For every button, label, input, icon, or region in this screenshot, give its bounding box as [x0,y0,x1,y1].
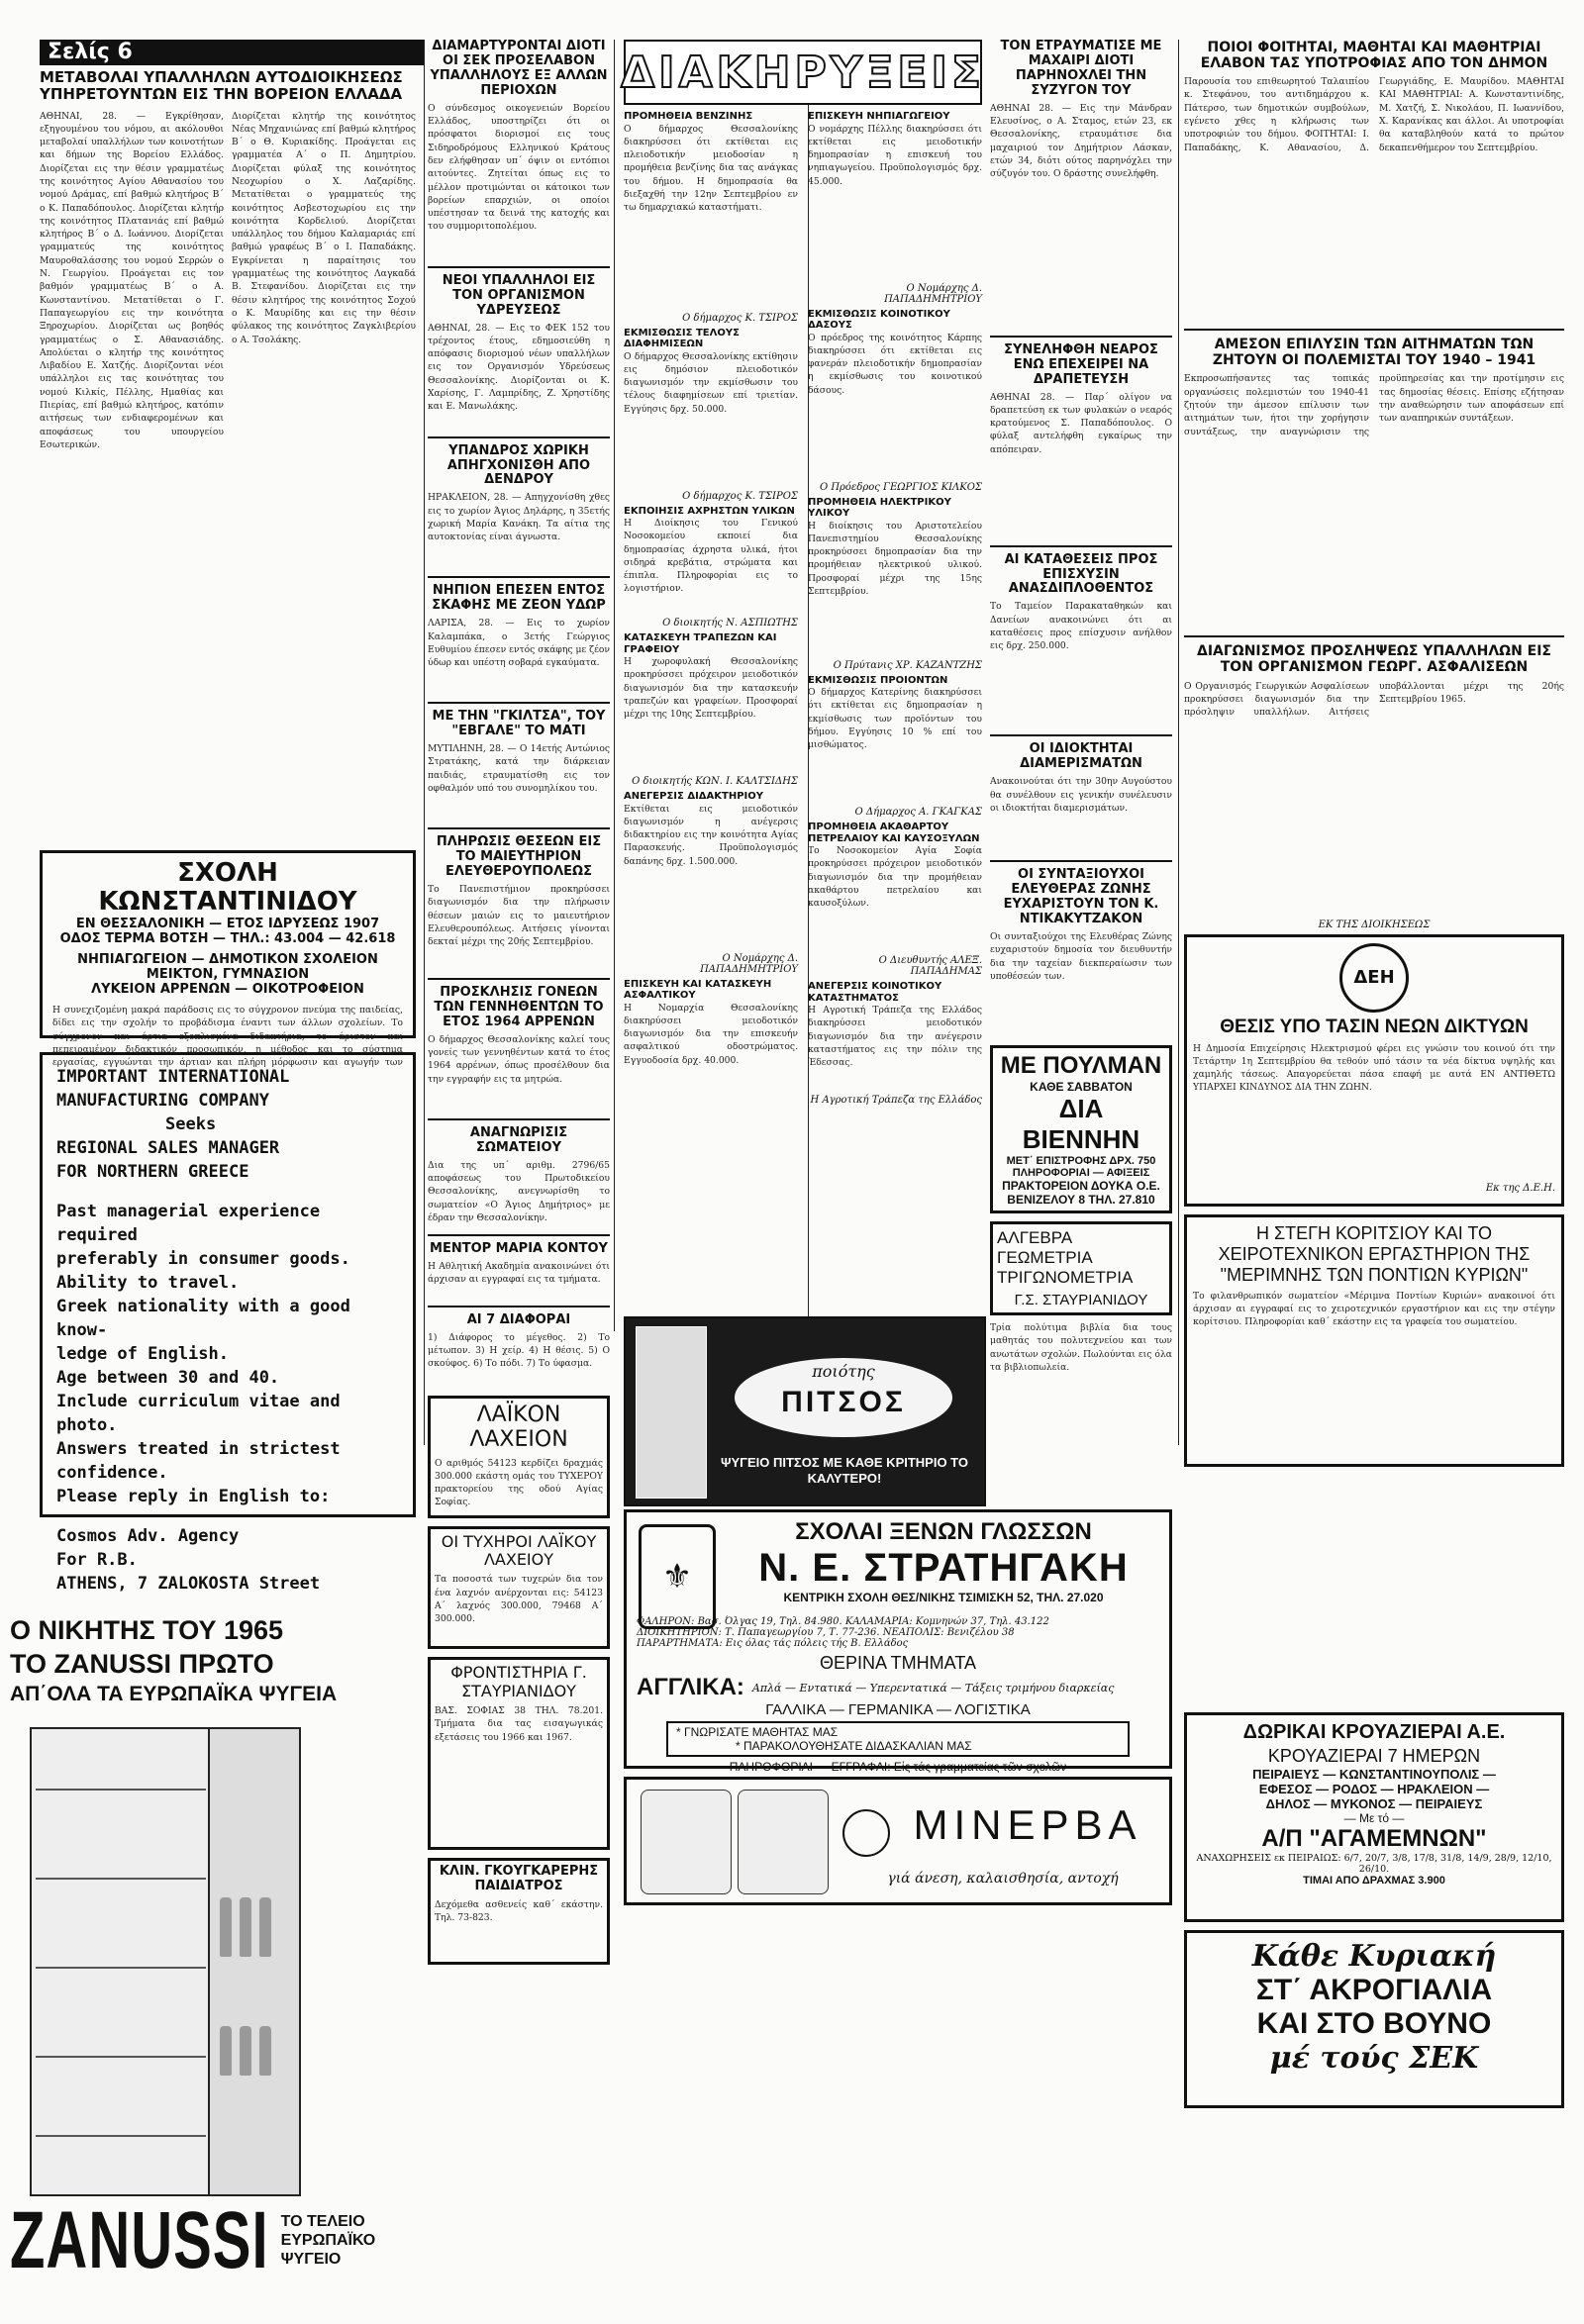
announcement-title: ΕΚΜΙΣΘΩΣΙΣ ΤΕΛΟΥΣ ΔΙΑΦΗΜΙΣΕΩΝ [624,327,740,349]
lucky-box [428,1526,610,1650]
announcement-body: Η Διοίκησις του Γενικού Νοσοκομείου εκποιεί δια δημοπρασίας άχρηστα υλικά, ήτοι σιδηρά κρεβάτια, στρώματα και έπιπλα. Πληροφορίαι εις το λογιστήριον. [624,518,798,595]
article-headline: ΥΠΑΝΔΡΟΣ ΧΩΡΙΚΗ ΑΠΗΓΧΟΝΙΣΘΗ ΑΠΟ ΔΕΝΔΡΟΥ [446,442,591,488]
announcement-title: ΚΑΤΑΣΚΕΥΗ ΤΡΑΠΕΖΩΝ ΚΑΙ ΓΡΑΦΕΙΟΥ [624,632,777,655]
article-headline: ΤΟΝ ΕΤΡΑΥΜΑΤΙΣΕ ΜΕ ΜΑΧΑΙΡΙ ΔΙΟΤΙ ΠΑΡΗΝΟΧΛΕΙ ΤΗΝ ΣΥΖΥΓΟΝ ΤΟΥ [1000,39,1162,98]
sek-line: ΣΤ΄ ΑΚΡΟΓΙΑΛΙΑ [1255,1974,1493,2006]
article-headline: ΝΕΟΙ ΥΠΑΛΛΗΛΟΙ ΕΙΣ ΤΟΝ ΟΡΓΑΝΙΣΜΟΝ ΥΔΡΕΥΣΕΩΣ [442,272,596,318]
article-headline: ΟΙ ΙΔΙΟΚΤΗΤΑΙ ΔΙΑΜΕΡΙΣΜΑΤΩΝ [1020,741,1142,772]
cruise-route: ΠΕΙΡΑΙΕΥΣ — ΚΩΝΣΤΑΝΤΙΝΟΥΠΟΛΙΣ — [1252,1767,1496,1782]
article-body: Παρουσία του επιθεωρητού Ταλαιπίου κ. Στεφάνου, του αντιδημάρχου κ. Πάτερσο, των δημοτικών συμβούλων, εγένετο χθες η κλήρωσις των υποτροφιών του δήμου. ΦΟΙΤΗΤΑΙ: Ι. Παπαδάκης, Κ. Αθανασίου, Δ. Γεωργιάδης, Ε. Μαυρίδου. ΜΑΘΗΤΑΙ ΚΑΙ ΜΑΘΗΤΡΙΑΙ: Α. Κωνσταντινίδης, Μ. Χατζή, Σ. Νικολάου, Π. Ιωαννίδου, Χ. Καρανίκας και άλλοι. Αι υποτροφίαι θα καταβληθούν κατά το πρώτον δεκαπενθήμερον του Σεπτεμβρίου. [1184,76,1564,153]
article-body: ΑΘΗΝΑΙ, 28. — Εγκρίθησαν, εξηγουμένου του νόμου, αι ακόλουθοι μεταβολαί υπαλλήλων των κοινοτήτων και δήμων της Βορείου Ελλάδος. Διορίζεται εις την θέσιν γραμματέως της κοινότητος Αγίου Αθανασίου του νομού Δράμας, επί βαθμώ κλητήρος Β΄ ο Κ. Παπαδόπουλος. Διορίζεται κλητήρ της κοινότητος Πλατανιάς επί βαθμώ κλητήρος Β΄ ο Δ. Ιωάννου. Διορίζεται γραμματεύς της κοινότητος Μαυροθαλάσσης του νομού Σερρών ο Ν. Γεωργίου. Προάγεται εις τον βαθμόν γραμματέως Β΄ ο Α. Κωνσταντίνου. Μετατίθεται ο Γ. Παπαγεωργίου εις την κοινότητα Ξηροχωρίου. Διορίζεται ως βοηθός γραμματέως ο Σ. Αθανασιάδης. Απολύεται ο κλητήρ της κοινότητος Λιβαδίου Ε. Χατζής. Διορίζονται νέοι υπάλληλοι εις τας κοινότητας του νομού Κιλκίς, Πέλλης, Ημαθίας και Πιερίας, επί βαθμώ κλητήρος, κατόπιν αιτήσεως των ενδιαφερομένων και αποφάσεως του υπουργείου Εσωτερικών. [40,110,224,450]
algebra-author: Γ.Σ. ΣΤΑΥΡΙΑΝΙΔΟΥ [1014,1292,1148,1308]
announcement-body: Ο δήμαρχος Θεσσαλονίκης εκτίθησιν εις δημόσιον πλειοδοτικόν διαγωνισμόν την εκμίσθωσιν του τέλους διαφημίσεων επί τριετίαν. Εγγύησις δρχ. 50.000. [624,350,798,415]
pullman-line: ΠΡΑΚΤΟΡΕΙΟΝ ΔΟΥΚΑ Ο.Ε. [1002,1179,1160,1193]
deh-logo: ΔΕΗ [1339,943,1409,1013]
algebra-line: ΓΕΩΜΕΤΡΙΑ [997,1248,1093,1267]
signature: Εκ της Δ.Ε.Η. [1485,1182,1555,1194]
job-ad-line: ledge of English. [56,1343,229,1364]
announcement [808,981,982,1106]
announcement-signature: Ο Πρόεδρος ΓΕΩΡΓΙΟΣ ΚΙΛΚΟΣ [819,481,982,493]
school-phone: ΟΔΟΣ ΤΕΡΜΑ ΒΟΤΣΗ — ΤΗΛ.: 43.004 — 42.618 [59,931,396,947]
announcement-title: ΕΠΙΣΚΕΥΗ ΚΑΙ ΚΑΤΑΣΚΕΥΗ ΑΣΦΑΛΤΙΚΟΥ [624,978,772,1001]
announcement-signature: Ο δήμαρχος Κ. ΤΣΙΡΟΣ [682,490,798,502]
article-headline: ΣΥΝΕΛΗΦΘΗ ΝΕΑΡΟΣ ΕΝΩ ΕΠΕΧΕΙΡΕΙ ΝΑ ΔΡΑΠΕΤΕΥΣΗ [1004,341,1158,387]
announcement [808,675,982,819]
column-rule [1178,40,1179,1445]
school-line: ΝΗΠΙΑΓΩΓΕΙΟΝ — ΔΗΜΟΤΙΚΟΝ ΣΧΟΛΕΙΟΝ [77,952,378,968]
announcement [808,309,982,493]
fridge-illustration [636,1326,707,1499]
column-rule [424,40,425,1445]
job-ad-line: FOR NORTHERN GREECE [56,1161,249,1182]
announcement [624,328,798,502]
article-body: Οι συνταξιούχοι της Ελευθέρας Ζώνης ευχαριστούν δημοσία τον διευθυντήν δια την ταχείαν διεκπεραίωσιν των υποθέσεών των. [990,931,1172,982]
article-headline: ΑΙ ΚΑΤΑΘΕΣΕΙΣ ΠΡΟΣ ΕΠΙΣΧΥΣΙΝ ΑΝΑΣΔΙΠΛΟΘΕΝΤΟΣ [1004,551,1158,597]
minerva-tagline: γιά άνεση, καλαισθησία, αντοχή [887,1871,1119,1887]
language-school-ad [624,1509,1172,1774]
tutoring-body: ΒΑΣ. ΣΟΦΙΑΣ 38 ΤΗΛ. 78.201. Τμήματα δια τας εισαγωγικάς εξετάσεις του 1966 και 1967. [435,1705,603,1743]
announcement-signature: Ο διοικητής Ν. ΑΣΠΙΩΤΗΣ [662,618,798,629]
school-body: Η συνεχιζομένη μακρά παράδοσις εις το σύγχρονον πνεύμα της παιδείας, δίδει εις την σχολήν το προβάδισμα έναντι των άλλων σχολείων. Το σύγχρονον και άρτια εξοπλισμένα διδακτήρια, το άριστον και πεπειραμένον διδακτικόν προσωπικόν, η μέθοδος και το σύστημα εργασίας, εγγυώνται την άρτιαν και πλήρη μόρφωσιν και αγωγήν των [52,1004,403,1067]
job-ad-line: For R.B. [56,1549,138,1570]
cruise-route: ΕΦΕΣΟΣ — ΡΟΔΟΣ — ΗΡΑΚΛΕΙΟΝ — [1258,1782,1490,1796]
job-ad-line: Cosmos Adv. Agency [56,1525,240,1546]
algebra-line: ΑΛΓΕΒΡΑ [997,1228,1073,1247]
lottery-title: ΛΑΪΚΟΝ ΛΑΧΕΙΟΝ [469,1403,568,1453]
cruise-ad [1184,1712,1564,1922]
column-3 [621,40,985,1130]
signature: ΕΚ ΤΗΣ ΔΙΟΙΚΗΣΕΩΣ [1318,919,1431,930]
article-headline: ΝΗΠΙΟΝ ΕΠΕΣΕΝ ΕΝΤΟΣ ΣΚΑΦΗΣ ΜΕ ΖΕΟΝ ΥΔΩΡ [432,583,606,614]
pitsos-quality: ποιότης [812,1362,875,1381]
cruise-route: ΔΗΛΟΣ — ΜΥΚΟΝΟΣ — ΠΕΙΡΑΙΕΥΣ [1265,1796,1483,1811]
article-headline: ΑΝΑΓΝΩΡΙΣΙΣ ΣΩΜΑΤΕΙΟΥ [469,1124,568,1155]
article-body: Ανακοινούται ότι την 30ην Αυγούστου θα συνέλθουν εις γενικήν συνέλευσιν οι ιδιοκτήται διαμερισμάτων. [990,776,1172,814]
announcements-left [624,111,798,1130]
article-body: Διορίζεται κλητήρ της κοινότητος Νέας Μηχανιώνας επί βαθμώ κλητήρος Β΄ ο Θ. Κυριακίδης. Προάγεται εις γραμματέα Α΄ ο Π. Δημητρίου. Διορίζεται φύλαξ της κοινότητος Νεοχωρίου ο Χ. Λαζαρίδης. Μετατίθεται ο γραμματεύς της κοινότητος Ασβεστοχωρίου εις την κοινότητα Κορδελιού. Διορίζεται υπάλληλος του δήμου Καλαμαριάς επί βαθμώ γραφέως Β΄ ο Ι. Παπαδάκης. Εγκρίνεται η παραίτησις του γραμματέως της κοινότητος Λαγκαδά Β. Στεφανίδου. Διορίζεται εις την θέσιν κλητήρος της κοινότητος Σοχού ο Κ. Μαυρίδης και εις την θέσιν φύλακος της κοινότητος Ζαγκλιβερίου ο Α. Τσολάκης. [232,110,416,345]
zanussi-headline: ΤΟ ZANUSSI ΠΡΩΤΟ [10,1649,274,1679]
article-headline: ΔΙΑΓΩΝΙΣΜΟΣ ΠΡΟΣΛΗΨΕΩΣ ΥΠΑΛΛΗΛΩΝ ΕΙΣ ΤΟΝ ΟΡΓΑΝΙΣΜΟΝ ΓΕΩΡΓ. ΑΣΦΑΛΙΣΕΩΝ [1197,643,1551,676]
article-body: Εκπροσωπήσαντες τας τοπικάς οργανώσεις πολεμιστών του 1940-41 ζητούν την άμεσον επίλυσιν των αιτημάτων των, ήτοι την χορήγησιν συντάξεως, την αναγνώρισιν της προϋπηρεσίας και την προτίμησιν εις τας δημοσίας θέσεις. Επίσης εζήτησαν την αναθεώρησιν των αποφάσεων επί των αναπηρικών συντάξεων. [1184,373,1564,437]
announcement-body: Ο δήμαρχος Θεσσαλονίκης διακηρύσσει ότι εκτίθεται εις πλειοδοτικήν μειοδοσίαν η προμήθεια βενζίνης δια τας ανάγκας του δήμου. Η δημοπρασία θα διεξαχθή την 12ην Σεπτεμβρίου εν τω δημαρχιακώ καταστήματι. [624,123,798,214]
article-body: ΑΘΗΝΑΙ, 28. — Εις το ΦΕΚ 152 του τρέχοντος έτους, εδημοσιεύθη η απόφασις διορισμού νέων υπαλλήλων εις τον Οργανισμόν Υδρεύσεως Θεσσαλονίκης. Διορίζονται οι Κ. Χαρίσης, Γ. Λαμπρίδης, Ζ. Χρηστίδης και Ε. Μανωλάκης. [428,322,610,413]
clinic-box [428,1858,610,1965]
article-headline: ΜΕ ΤΗΝ "ΓΚΙΛΤΣΑ", ΤΟΥ "ΕΒΓΑΛΕ" ΤΟ ΜΑΤΙ [432,709,606,739]
lucky-title: ΟΙ ΤΥΧΗΡΟΙ ΛΑΪΚΟΥ ΛΑΧΕΙΟΥ [441,1531,597,1569]
minerva-brand: ΜΙΝΕΡΒΑ [913,1801,1142,1848]
summer-sections: ΘΕΡΙΝΑ ΤΜΗΜΑΤΑ [819,1653,977,1673]
zanussi-tagline: ΤΟ ΤΕΛΕΙΟ ΕΥΡΩΠΑΪΚΟ ΨΥΓΕΙΟ [280,2213,376,2268]
article-body: Το Ταμείον Παρακαταθηκών και Δανείων ανακοινώνει ότι αι καταθέσεις προς επίσχυσιν ανήλθον εις δρχ. 250.000. [990,601,1172,652]
job-ad-line: Please reply in English to: [56,1486,331,1506]
announcement-signature: Ο διοικητής ΚΩΝ. Ι. ΚΑΛΤΣΙΔΗΣ [632,776,798,787]
article-headline: ΠΛΗΡΩΣΙΣ ΘΕΣΕΩΝ ΕΙΣ ΤΟ ΜΑΙΕΥΤΗΡΙΟΝ ΕΛΕΥΘΕΡΟΥΠΟΛΕΩΣ [436,834,602,879]
sek-line: Κάθε Κυριακή [1251,1939,1497,1974]
fridge-door [208,1727,301,2196]
announcement-title: ΕΠΙΣΚΕΥΗ ΝΗΠΙΑΓΩΓΕΙΟΥ [808,111,950,122]
school-line: ΕΝ ΘΕΣΣΑΛΟΝΙΚΗ — ΕΤΟΣ ΙΔΡΥΣΕΩΣ 1907 [75,917,380,932]
headline-officials: ΜΕΤΑΒΟΛΑΙ ΥΠΑΛΛΗΛΩΝ ΑΥΤΟΔΙΟΙΚΗΣΕΩΣ ΥΠΗΡΕΤΟΥΝΤΩΝ ΕΙΣ ΤΗΝ ΒΟΡΕΙΟΝ ΕΛΛΑΔΑ [40,68,403,104]
announcement [624,632,798,787]
announcement-title: ΕΚΠΟΙΗΣΙΣ ΑΧΡΗΣΤΩΝ ΥΛΙΚΩΝ [624,505,795,517]
pullman-ad [990,1045,1172,1213]
announcement-title: ΠΡΟΜΗΘΕΙΑ ΒΕΝΖΙΝΗΣ [624,111,753,122]
article-body: 1) Διάφορος το μέγεθος. 2) Το μέτωπον. 3) Η χείρ. 4) Η θέσις. 5) Ο σκούφος. 6) Το πόδι. 7) Το ύφασμα. [428,1331,610,1370]
school-branch: ΦΑΛΗΡΟΝ: Βασ. Όλγας 19, Τηλ. 84.980. ΚΑΛΑΜΑΡΙΑ: Κομνηνών 37, Τηλ. 43.122 [637,1616,1049,1627]
announcements-banner [621,40,985,105]
pontic-body: Το φιλανθρωπικόν σωματείον «Μέριμνα Ποντίων Κυριών» ανακοινοί ότι άρχισαν αι εγγραφαί εις το χειροτεχνικόν εργαστήριον και εις την στέγην κορίτσιου. Πληροφορίαι καθ΄ εκάστην εις τα γραφεία του σωματείου. [1193,1290,1555,1328]
job-ad-line: Include curriculum vitae and photo. [56,1391,341,1435]
article-body: ΗΡΑΚΛΕΙΟΝ, 28. — Απηγχονίσθη χθες εις το χωρίον Άγιος Δηλάρης, η 35ετής χωρική Μαρία Κανάκη. Τα αίτια της αυτοκτονίας είναι άγνωστα. [428,492,610,543]
deh-ad [1184,934,1564,1207]
pullman-line: ΚΑΘΕ ΣΑΒΒΑΤΟΝ [1030,1080,1133,1094]
minerva-logo-icon [842,1809,890,1857]
column-1 [40,68,416,1594]
school-cta: * ΠΑΡΑΚΟΛΟΥΘΗΣΑΤΕ ΔΙΔΑΣΚΑΛΙΑΝ ΜΑΣ [736,1739,972,1753]
school-branch: ΠΑΡΑΡΤΗΜΑΤΑ: Εις όλας τάς πόλεις τής Β. Ελλάδος [637,1638,909,1649]
garment-illustration [738,1790,829,1894]
deh-body: Η Δημοσία Επιχείρησις Ηλεκτρισμού φέρει εις γνώσιν του κοινού ότι την Τετάρτην 1η Σεπτεμβρίου θα τεθούν υπό τάσιν τα νέα δίκτυα υψηλής και χαμηλής τάσεως. Απαγορεύεται πάσα επαφή με αυτά ΕΝ ΑΝΤΙΘΕΤΩ ΥΠΑΡΧΕΙ ΚΙΝΔΥΝΟΣ ΔΙΑ ΤΗΝ ΖΩΗΝ. [1193,1042,1555,1094]
lottery-box [428,1396,610,1518]
announcement-title: ΕΚΜΙΣΘΩΣΙΣ ΠΡΟΙΟΝΤΩΝ [808,674,948,686]
cruise-ship: Α/Π "ΑΓΑΜΕΜΝΩΝ" [1261,1825,1487,1852]
sek-line: μέ τούς ΣΕΚ [1269,2041,1479,2076]
deh-headline: ΘΕΣΙΣ ΥΠΟ ΤΑΣΙΝ ΝΕΩΝ ΔΙΚΤΥΩΝ [1220,1016,1529,1037]
school-line: ΜΕΙΚΤΟΝ, ΓΥΜΝΑΣΙΟΝ [146,967,310,983]
cruise-with: — Με τό — [1343,1811,1405,1825]
article-body: ΛΑΡΙΣΑ, 28. — Εις το χωρίον Καλαμπάκα, ο 3ετής Γεώργιος Ευθυμίου έπεσεν εντός σκάφης με ζέον ύδωρ και υπέστη σοβαρά εγκαύματα. [428,618,610,669]
column-2-lower [428,1396,610,1965]
page-label: Σελίς 6 [40,40,424,65]
clinic-body: Δεχόμεθα ασθενείς καθ΄ εκάστην. Τηλ. 73-823. [435,1899,603,1924]
article-body: Δια της υπ΄ αριθμ. 2796/65 αποφάσεως του Πρωτοδικείου Θεσσαλονίκης, ανεγνωρίσθη το σωματείον «Ο Άγιος Δημήτριος» με έδραν την Θεσσαλονίκην. [428,1159,610,1223]
garment-illustration [641,1790,732,1894]
job-ad-line: preferably in consumer goods. [56,1248,350,1269]
article-headline: ΑΜΕΣΟΝ ΕΠΙΛΥΣΙΝ ΤΩΝ ΑΙΤΗΜΑΤΩΝ ΤΩΝ ΖΗΤΟΥΝ ΟΙ ΠΟΛΕΜΙΣΤΑΙ ΤΟΥ 1940 – 1941 [1212,337,1536,369]
zanussi-brand: ZANUSSI [10,2195,269,2285]
lottery-body: Ο αριθμός 54123 κερδίζει δραχμάς 300.000 εκάστη ομάς του ΤΥΧΕΡΟΥ πρακτορείου της οδού Αγίας Σοφίας. [435,1457,603,1508]
tutoring-title: ΦΡΟΝΤΙΣΤΗΡΙΑ Γ. ΣΤΑΥΡΙΑΝΙΔΟΥ [450,1663,587,1700]
cruise-price: ΤΙΜΑΙ ΑΠΟ ΔΡΑΧΜΑΣ 3.900 [1303,1875,1445,1887]
minerva-ad [624,1777,1172,1905]
announcement-body: Η Αγροτική Τράπεζα της Ελλάδος διακηρύσσει μειοδοτικόν διαγωνισμόν δια την ανέγερσιν καταστήματος εις την πόλιν της Έδεσσας. [808,1005,982,1069]
article-headline: ΔΙΑΜΑΡΤΥΡΟΝΤΑΙ ΔΙΟΤΙ ΟΙ ΣΕΚ ΠΡΟΣΕΛΑΒΟΝ ΥΠΑΛΛΗΛΟΥΣ ΕΞ ΑΛΛΩΝ ΠΕΡΙΟΧΩΝ [430,39,608,98]
announcement-title: ΠΡΟΜΗΘΕΙΑ ΑΚΑΘΑΡΤΟΥ ΠΕΤΡΕΛΑΙΟΥ ΚΑΙ ΚΑΥΣΟΞΥΛΩΝ [808,822,980,844]
job-ad-line: REGIONAL SALES MANAGER [56,1137,280,1158]
school-name-line: ΣΧΟΛΑΙ ΞΕΝΩΝ ΓΛΩΣΣΩΝ [795,1518,1092,1545]
job-ad-line: ATHENS, 7 ZALOKOSTA Street [56,1573,321,1594]
column-rule [614,40,615,1331]
clinic-title: ΚΛΙΝ. ΓΚΟΥΓΚΑΡΕΡΗΣ ΠΑΙΔΙΑΤΡΟΣ [439,1864,599,1894]
job-ad-line [56,1508,399,1524]
announcement [808,111,982,305]
announcement-body: Η διοίκησις του Αριστοτελείου Πανεπιστημίου Θεσσαλονίκης προκηρύσσει δημοπρασίαν δια την προμήθειαν ηλεκτρικού υλικού. Προσφοραί μέχρι της 15ης Σεπτεμβρίου. [808,520,982,597]
lucky-body: Τα ποσοστά των τυχερών δια τον ένα λαχνόν ανέρχονται εις: 54123 Α΄ λαχνός 300.000, 79468 Α΄ 300.000. [435,1574,603,1625]
announcement-signature: Ο δήμαρχος Κ. ΤΣΙΡΟΣ [682,312,798,324]
article-headline: ΟΙ ΣΥΝΤΑΞΙΟΥΧΟΙ ΕΛΕΥΘΕΡΑΣ ΖΩΝΗΣ ΕΥΧΑΡΙΣΤΟΥΝ ΤΟΝ Κ. ΝΤΙΚΑΚΥΤΖΑΚΟΝ [1003,867,1159,927]
crest-icon: ⚜ [639,1524,716,1629]
column-2 [428,40,610,1391]
article-body: Ο Οργανισμός Γεωργικών Ασφαλίσεων προκηρύσσει διαγωνισμόν δια την πρόσληψιν υπαλλήλων. Αιτήσεις υποβάλλονται μέχρι της 20ής Σεπτεμβρίου 1965. [1184,680,1564,719]
article-body: Η Αθλητική Ακαδημία ανακοινώνει ότι άρχισαν αι εγγραφαί εις τα τμήματα. [428,1260,610,1285]
tutoring-box [428,1657,610,1850]
cruise-company: ΔΩΡΙΚΑΙ ΚΡΟΥΑΖΙΕΡΑΙ Α.Ε. [1242,1721,1506,1743]
announcement-body: Ο δήμαρχος Κατερίνης διακηρύσσει ότι εκτίθεται εις δημοπρασίαν η εκμίσθωσις των προϊόντων του δήμου. Εγγύησις 10 % επί του μισθώματος. [808,687,982,751]
article-body: ΜΥΤΙΛΗΝΗ, 28. — Ο 14ετής Αντώνιος Στρατάκης, κατά την διάρκειαν παιδιάς, ετραυματίσθη εις τον οφθαλμόν υπό του συνομηλίκου του. [428,743,610,795]
article-body: Ο δήμαρχος Θεσσαλονίκης καλεί τους γονείς των γεννηθέντων κατά το έτος 1964 αρρένων, όπως προσέλθουν δια την εγγραφήν εις τα μητρώα. [428,1033,610,1085]
article-body: Ο σύνδεσμος οικογενειών Βορείου Ελλάδος, υποστηρίζει ότι οι πρόσφατοι διορισμοί εις τους Σιδηροδρόμους Ελληνικού Κράτους δεν ελήφθησαν υπ΄ όψιν οι εντόπιοι αιτούντες. Ζητείται όπως εις το μέλλον προτιμώνται οι κάτοικοι των βορείων επαρχιών, οι οποίοι υπέστησαν τα δεινά της κατοχής και του συμμοριτοπολέμου. [428,102,610,233]
column-4 [990,40,1172,1410]
job-ad-line: MANUFACTURING COMPANY [56,1090,269,1111]
announcement [624,111,798,324]
zanussi-headline: ΑΠ΄ΟΛΑ ΤΑ ΕΥΡΩΠΑΪΚΑ ΨΥΓΕΙΑ [10,1683,338,1705]
article-body: ΑΘΗΝΑΙ 28. — Παρ΄ ολίγον να δραπετεύση εκ των φυλακών ο νεαρός κρατούμενος Σ. Παπαδόπουλος. Ο φύλαξ αντελήφθη εγκαίρως την απόπειραν. [990,391,1172,455]
job-ad-line: IMPORTANT INTERNATIONAL [56,1066,290,1087]
cruise-departures: ΑΝΑΧΩΡΗΣΕΙΣ εκ ΠΕΙΡΑΙΩΣ: 6/7, 20/7, 3/8, 17/8, 31/8, 14/9, 28/9, 12/10, 26/10. [1196,1853,1552,1875]
announcement-signature: Ο Πρύτανις ΧΡ. ΚΑΖΑΝΤΖΗΣ [833,659,982,671]
school-ad [40,850,416,1067]
announcement-signature: Ο Δήμαρχος Α. ΓΚΑΓΚΑΣ [854,807,982,818]
school-address: ΚΕΝΤΡΙΚΗ ΣΧΟΛΗ ΘΕΣ/ΝΙΚΗΣ ΤΣΙΜΙΣΚΗ 52, ΤΗΛ. 27.020 [783,1591,1104,1604]
announcements-right [808,111,982,1130]
other-courses: ΓΑΛΛΙΚΑ — ΓΕΡΜΑΝΙΚΑ — ΛΟΓΙΣΤΙΚΑ [765,1701,1031,1718]
announcement-signature: Ο Νομάρχης Δ. ΠΑΠΑΔΗΜΗΤΡΙΟΥ [884,282,982,305]
zanussi-ad [10,1613,416,2306]
article-body: ΑΘΗΝΑΙ 28. — Εις την Μάνδραν Ελευσίνος, ο Α. Σταμος, ετών 23, εκ Θεσσαλονίκης, ετραυμάτισε δια μαχαιριού τον Δημήτριον Λάσκαν, ετών 34, διότι ούτος παρηνόχλει την σύζυγόν του. Ο δράστης συνελήφθη. [990,102,1172,180]
algebra-line: ΤΡΙΓΩΝΟΜΕΤΡΙΑ [997,1268,1134,1287]
school-info: ΠΛΗΡΟΦΟΡΙΑΙ — ΕΓΓΡΑΦΑΙ: Εἰς τάς γραμματείας τῶν σχολῶν [729,1760,1067,1774]
announcement-body: Η Νομαρχία Θεσσαλονίκης διακηρύσσει μειοδοτικόν διαγωνισμόν δια την επισκευήν ασφαλτικού οδοστρώματος. Εγγυοδοσία δρχ. 40.000. [624,1002,798,1066]
announcement-body: Ο πρόεδρος της κοινότητος Κάρπης διακηρύσσει ότι εκτίθεται εις φανεράν πλειοδοτικήν δημοπρασίαν η εκμίσθωσις του κοινοτικού δάσους. [808,332,982,396]
announcement-body: Ο νομάρχης Πέλλης διακηρύσσει ότι εκτίθεται εις μειοδοτικήν δημοπρασίαν η επισκευή του νηπιαγωγείου. Προϋπολογισμός δρχ. 45.000. [808,123,982,187]
article-headline: ΑΙ 7 ΔΙΑΦΟΡΑΙ [466,1311,571,1327]
school-title: ΣΧΟΛΗ ΚΩΝΣΤΑΝΤΙΝΙΔΟΥ [98,857,357,918]
zanussi-headline: Ο ΝΙΚΗΤΗΣ ΤΟΥ 1965 [10,1615,284,1645]
pitsos-tagline: ΨΥΓΕΙΟ ΠΙΤΣΟΣ ΜΕ ΚΑΘΕ ΚΡΙΤΗΡΙΟ ΤΟ ΚΑΛΥΤΕΡΟ! [720,1455,969,1486]
announcement-body: Εκτίθεται εις μειοδοτικόν διαγωνισμόν η ανέγερσις διδακτηρίου εις την κοινότητα Αγίας Παρασκευής. Προϋπολογισμός δαπάνης δρχ. 1.500.000. [624,803,798,867]
article-headline: ΠΟΙΟΙ ΦΟΙΤΗΤΑΙ, ΜΑΘΗΤΑΙ ΚΑΙ ΜΑΘΗΤΡΙΑΙ ΕΛΑΒΟΝ ΤΑΣ ΥΠΟΤΡΟΦΙΑΣ ΑΠΟ ΤΟΝ ΔΗΜΟΝ [1200,40,1548,72]
announcement-body: Το Νοσοκομείον Αγία Σοφία προκηρύσσει πρόχειρον μειοδοτικόν διαγωνισμόν δια την προμήθειαν ακαθάρτου πετρελαίου και καυσοξύλων. [808,845,982,910]
announcement [624,791,798,975]
job-ad-line: Past managerial experience required [56,1201,321,1245]
algebra-ad [990,1221,1172,1315]
school-branch: ΔΙΟΙΚΗΤΗΡΙΟΝ: Τ. Παπαγεωργίου 7, Τ. 77-236. ΝΕΑΠΟΛΙΣ: Βενιζέλου 38 [637,1627,1015,1638]
article-headline: ΠΡΟΣΚΛΗΣΙΣ ΓΟΝΕΩΝ ΤΩΝ ΓΕΝΝΗΘΕΝΤΩΝ ΤΟ ΕΤΟΣ 1964 ΑΡΡΕΝΩΝ [434,984,604,1029]
job-ad-line: Greek nationality with a good know- [56,1296,350,1340]
announcement [808,822,982,977]
announcement-title: ΑΝΕΓΕΡΣΙΣ ΔΙΔΑΚΤΗΡΙΟΥ [624,791,764,802]
announcement-signature: Ο Νομάρχης Δ. ΠΑΠΑΔΗΜΗΤΡΙΟΥ [700,952,798,975]
job-ad-line: Answers treated in strictest confidence. [56,1438,341,1483]
pontic-headline: Η ΣΤΕΓΗ ΚΟΡΙΤΣΙΟΥ ΚΑΙ ΤΟ ΧΕΙΡΟΤΕΧΝΙΚΟΝ ΕΡΓΑΣΤΗΡΙΟΝ ΤΗΣ "ΜΕΡΙΜΝΗΣ ΤΩΝ ΠΟΝΤΙΩΝ ΚΥΡΙΩΝ" [1218,1222,1531,1285]
english-courses: Απλά — Εντατικά — Υπερεντατικά — Τάξεις τριμήνου διαρκείας [751,1681,1115,1695]
column-5 [1184,40,1564,1467]
pullman-line: ΒΕΝΙΖΕΛΟΥ 8 ΤΗΛ. 27.810 [1007,1193,1155,1207]
announcement-title: ΠΡΟΜΗΘΕΙΑ ΗΛΕΚΤΡΙΚΟΥ ΥΛΙΚΟΥ [808,496,951,519]
job-ad-line [56,1184,399,1200]
announcement [624,506,798,629]
announcement-signature: Η Αγροτική Τράπεζα της Ελλάδος [810,1095,982,1106]
announcement-signature: Ο Διευθυντής ΑΛΕΞ. ΠΑΠΑΔΗΜΑΣ [878,955,982,977]
pullman-line: ΜΕ ΠΟΥΛΜΑΝ [1000,1052,1162,1079]
school-line: ΛΥΚΕΙΟΝ ΑΡΡΕΝΩΝ — ΟΙΚΟΤΡΟΦΕΙΟΝ [91,982,364,998]
cruise-title: ΚΡΟΥΑΖΙΕΡΑΙ 7 ΗΜΕΡΩΝ [1267,1746,1481,1766]
job-ad-line: Ability to travel. [56,1272,240,1293]
sek-line: ΚΑΙ ΣΤΟ ΒΟΥΝΟ [1256,2007,1492,2040]
announcement-body: Η χωροφυλακή Θεσσαλονίκης προκηρύσσει πρόχειρον μειοδοτικόν διαγωνισμόν δια την κατασκευήν τραπεζών και γραφείων. Προσφοραί μέχρι της 10ης Σεπτεμβρίου. [624,656,798,721]
article-body: Το Πανεπιστήμιον προκηρύσσει διαγωνισμόν δια την πλήρωσιν θέσεων μαιών εις το μαιευτήριον Ελευθερουπόλεως. Αιτήσεις γίνονται δεκταί μέχρι της 20ής Σεπτεμβρίου. [428,883,610,948]
announcement-title: ΑΝΕΓΕΡΣΙΣ ΚΟΙΝΟΤΙΚΟΥ ΚΑΤΑΣΤΗΜΑΤΟΣ [808,981,942,1004]
pullman-line: ΜΕΤ΄ ΕΠΙΣΤΡΟΦΗΣ ΔΡΧ. 750 [1006,1155,1156,1167]
article-headline: ΜΕΝΤΟΡ ΜΑΡΙΑ ΚΟΝΤΟΥ [430,1240,608,1256]
school-name: Ν. Ε. ΣΤΡΑΤΗΓΑΚΗ [758,1546,1129,1590]
job-ad-line: Seeks [165,1114,217,1134]
school-cta: * ΓΝΩΡΙΣΑΤΕ ΜΑΘΗΤΑΣ ΜΑΣ [676,1725,839,1739]
pitsos-brand: ΠΙΤΣΟΣ [781,1386,906,1418]
pullman-line: ΠΛΗΡΟΦΟΡΙΑΙ — ΑΦΙΞΕΙΣ [1012,1167,1150,1179]
english-job-ad [40,1052,416,1594]
sek-ad [1184,1930,1564,2108]
pullman-line: ΔΙΑ ΒΙΕΝΝΗΝ [1022,1094,1140,1154]
announcements-title: ΔΙΑΚΗΡΥΞΕΙΣ [621,47,985,98]
pontic-ad [1184,1214,1564,1467]
announcement [808,497,982,671]
announcement-title: ΕΚΜΙΣΘΩΣΙΣ ΚΟΙΝΟΤΙΚΟΥ ΔΑΣΟΥΣ [808,308,950,331]
pitsos-ad [624,1316,986,1506]
fridge-illustration [30,1727,212,2196]
english-label: ΑΓΓΛΙΚΑ: [637,1674,744,1700]
article-body: Τρία πολύτιμα βιβλία δια τους μαθητάς του πολυτεχνείου και των ανωτάτων σχολών. Πωλούνται εις όλα τα βιβλιοπωλεία. [990,1322,1172,1373]
announcement [624,979,798,1130]
job-ad-line: Age between 30 and 40. [56,1367,280,1388]
